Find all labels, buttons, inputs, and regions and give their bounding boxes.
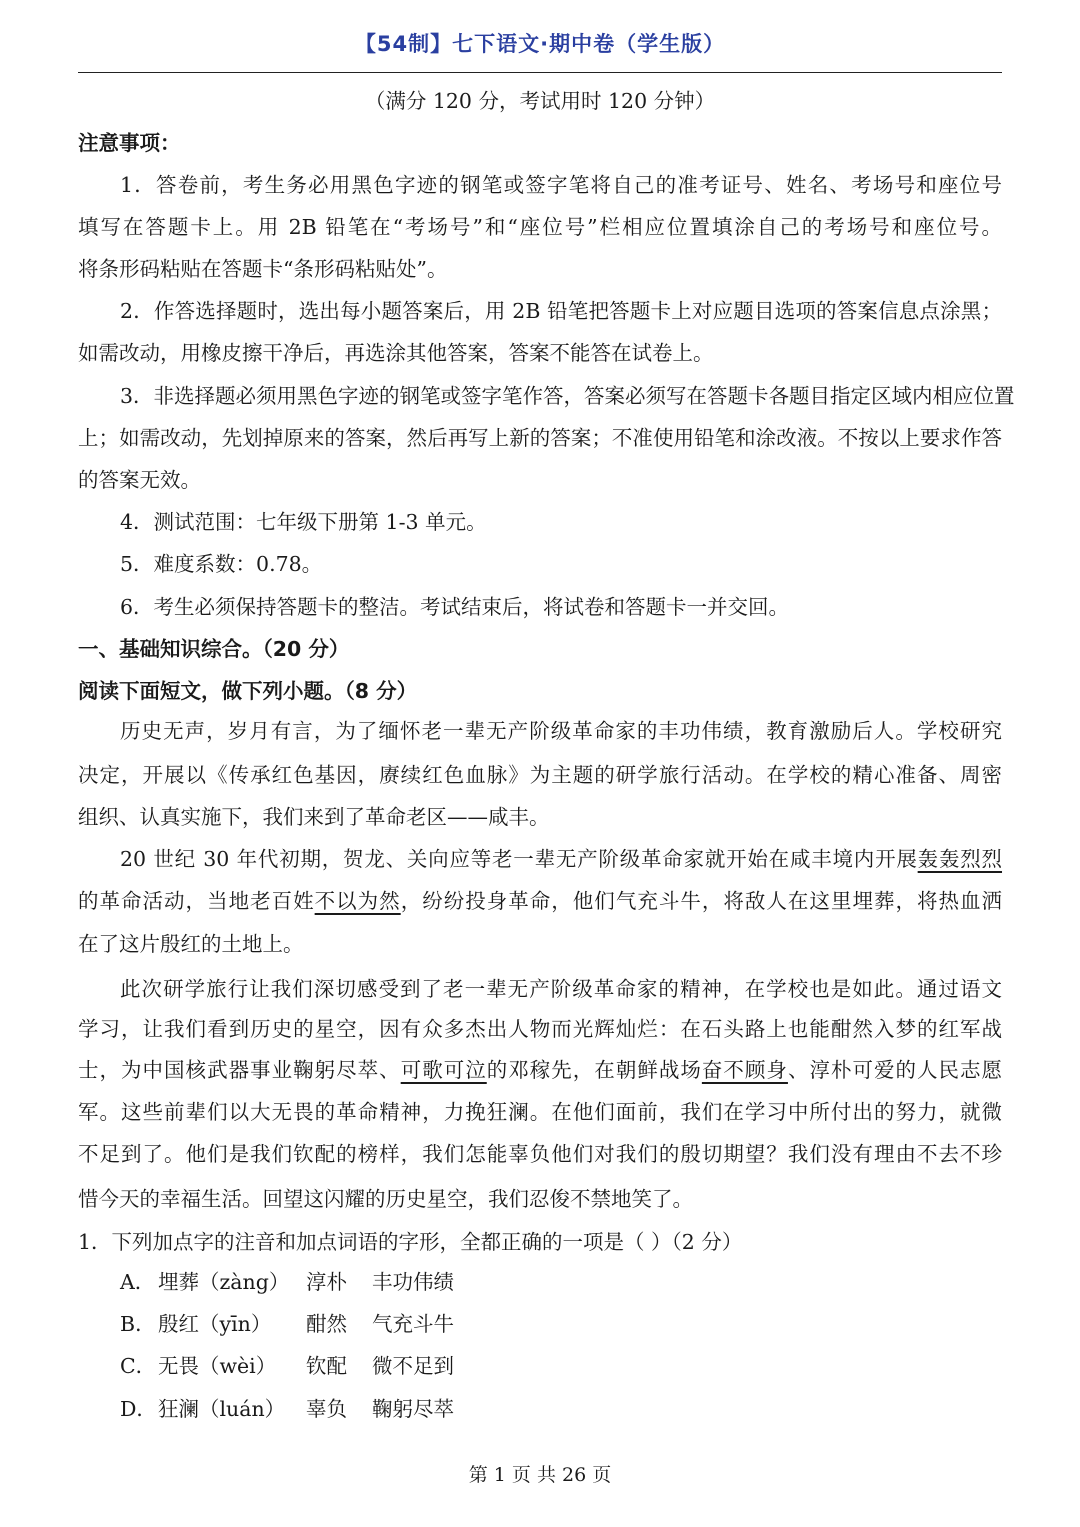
passage-line <box>120 846 1002 872</box>
option-item: 钦配 <box>306 1354 347 1378</box>
option-item: 埋葬（zàng） <box>158 1270 290 1294</box>
option-item: 狂澜（luán） <box>158 1397 286 1421</box>
passage-line: 历史无声，岁月有言，为了缅怀老一辈无产阶级革命家的丰功伟绩，教育激励后人。学校研究 <box>120 719 1002 743</box>
option-letter: C． <box>120 1354 157 1378</box>
header-divider <box>78 72 1002 73</box>
option-item: 鞠躬尽萃 <box>372 1397 454 1421</box>
option-item: 微不足到 <box>372 1354 454 1378</box>
notice-line: 1．答卷前，考生务必用黑色字迹的钢笔或签字笔将自己的准考证号、姓名、考场号和座位号 <box>120 173 1002 197</box>
option-item: 丰功伟绩 <box>372 1270 454 1294</box>
passage-line: 不足到了。他们是我们钦配的榜样，我们怎能辜负他们对我们的殷切期望？我们没有理由不去不珍 <box>78 1142 1002 1166</box>
option-item: 辜负 <box>306 1397 347 1421</box>
option-item: 殷红（yīn） <box>158 1312 272 1336</box>
notice-line: 将条形码粘贴在答题卡“条形码粘贴处”。 <box>78 257 448 281</box>
page-number: 第 1 页 共 26 页 <box>468 1464 612 1486</box>
notice-line: 如需改动，用橡皮擦干净后，再选涂其他答案，答案不能答在试卷上。 <box>78 341 714 365</box>
passage-line: 军。这些前辈们以大无畏的革命精神，力挽狂澜。在他们面前，我们在学习中所付出的努力，就微 <box>78 1100 1002 1124</box>
passage-line: 学习，让我们看到历史的星空，因有众多杰出人物而光辉灿烂：在石头路上也能酣然入梦的红军战 <box>78 1017 1002 1041</box>
passage-line: 决定，开展以《传承红色基因，赓续红色血脉》为主题的研学旅行活动。在学校的精心准备、周密 <box>78 763 1002 787</box>
option-letter: D． <box>120 1397 157 1421</box>
passage-text: 的革命活动，当地老百姓 <box>78 889 315 913</box>
notice-line: 5．难度系数：0.78。 <box>120 552 323 576</box>
passage-line: 在了这片殷红的土地上。 <box>78 932 304 956</box>
header-title: 【54制】七下语文·期中卷（学生版） <box>354 32 726 56</box>
exam-subtitle: （满分 120 分，考试用时 120 分钟） <box>364 89 716 113</box>
option-item: 气充斗牛 <box>372 1312 454 1336</box>
question-option-d <box>120 1396 454 1422</box>
passage-text: 、淳朴可爱的人民志愿 <box>787 1058 1003 1082</box>
passage-text: 士，为中国核武器事业鞠躬尽萃、 <box>78 1058 401 1082</box>
passage-text: ，纷纷投身革命，他们气充斗牛，将敌人在这里埋葬，将热血洒 <box>400 889 1003 913</box>
underlined-term: 奋不顾身 <box>701 1058 788 1082</box>
option-item: 酣然 <box>306 1312 347 1336</box>
notice-line: 6．考生必须保持答题卡的整洁。考试结束后，将试卷和答题卡一并交回。 <box>120 595 790 619</box>
section-heading: 一、基础知识综合。（20 分） <box>78 637 350 661</box>
notice-line: 填写在答题卡上。用 2B 铅笔在“考场号”和“座位号”栏相应位置填涂自己的考场号和座位号。 <box>78 215 1002 239</box>
option-item: 无畏（wèi） <box>158 1354 277 1378</box>
notice-line: 上；如需改动，先划掉原来的答案，然后再写上新的答案；不准使用铅笔和涂改液。不按以上要求作答 <box>78 426 1002 450</box>
reading-instruction: 阅读下面短文，做下列小题。（8 分） <box>78 679 418 703</box>
question-option-b <box>120 1311 454 1337</box>
passage-line <box>78 1057 1002 1083</box>
passage-line: 此次研学旅行让我们深切感受到了老一辈无产阶级革命家的精神，在学校也是如此。通过语文 <box>120 977 1002 1001</box>
question-stem: 1．下列加点字的注音和加点词语的字形，全都正确的一项是（ ）（2 分） <box>78 1230 743 1254</box>
underlined-term: 轰轰烈烈 <box>917 847 1003 871</box>
question-option-a <box>120 1269 454 1295</box>
passage-line <box>78 888 1002 914</box>
underlined-term: 不以为然 <box>314 889 401 913</box>
option-letter: B． <box>120 1312 156 1336</box>
option-item: 淳朴 <box>306 1270 347 1294</box>
notice-line: 2．作答选择题时，选出每小题答案后，用 2B 铅笔把答题卡上对应题目选项的答案信息点涂黑； <box>120 299 1002 323</box>
option-letter: A． <box>120 1270 156 1294</box>
notice-line: 4．测试范围：七年级下册第 1-3 单元。 <box>120 510 487 534</box>
passage-text: 20 世纪 30 年代初期，贺龙、关向应等老一辈无产阶级革命家就开始在咸丰境内开展 <box>120 847 918 871</box>
passage-text: 的邓稼先，在朝鲜战场 <box>486 1058 702 1082</box>
notice-heading: 注意事项： <box>78 131 181 155</box>
notice-line: 3．非选择题必须用黑色字迹的钢笔或签字笔作答，答案必须写在答题卡各题目指定区域内相应位置 <box>120 384 1015 408</box>
question-option-c <box>120 1353 454 1379</box>
notice-line: 的答案无效。 <box>78 468 201 492</box>
passage-line: 组织、认真实施下，我们来到了革命老区——咸丰。 <box>78 805 550 829</box>
underlined-term: 可歌可泣 <box>400 1058 487 1082</box>
passage-line: 惜今天的幸福生活。回望这闪耀的历史星空，我们忍俊不禁地笑了。 <box>78 1187 693 1211</box>
